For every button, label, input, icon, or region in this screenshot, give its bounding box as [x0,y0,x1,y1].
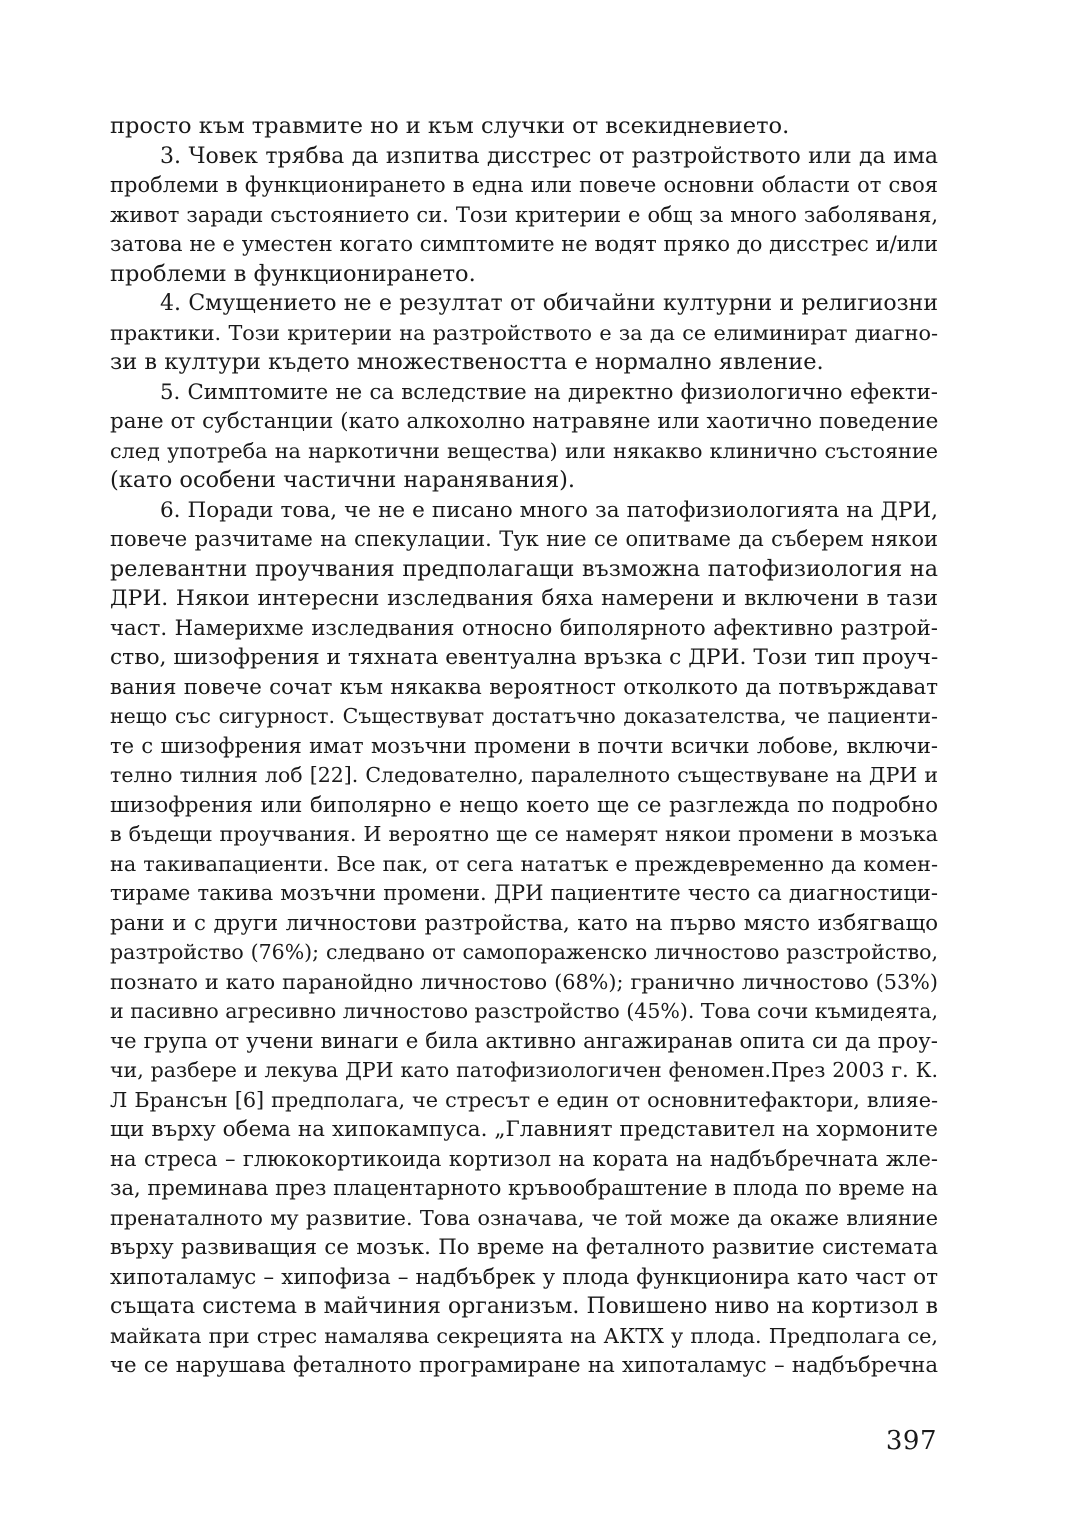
text-line: чи, разбере и лекува ДРИ като патофизиологичен феномен.През 2003 г. К. [110,1058,938,1082]
text-line: те с шизофрения имат мозъчни промени в почти всички лобове, включи- [110,733,938,758]
text-line: че се нарушава феталното програмиране на хипоталамус – надбъбречна [110,1353,938,1378]
paragraph-5-line: 5. Симптомите не са вследствие на директно физиологично ефекти- [160,379,938,405]
text-line: рани и с други личностови разтройства, като на първо място избягващо [110,910,938,936]
text-line: живот заради състоянието си. Този критерии е общ за много заболяваня, [110,202,938,227]
text-line: затова не е уместен когато симптомите не водят пряко до дисстрес и/или [110,232,938,256]
text-line: просто към травмите но и към случки от всекидневието. [110,113,790,139]
text-line: телно тилния лоб [22]. Следователно, паралелното съществуване на ДРИ и [110,763,938,787]
text-line: щи върху обема на хипокампуса. „Главният представител на хормоните [110,1117,938,1142]
text-line: нещо със сигурност. Съществуват достатъчно доказателства, че пациенти- [110,704,938,728]
text-line: проблеми в функционирането. [110,260,476,287]
text-line: разтройство (76%); следвано от самопораженско личностово разстройство, [110,940,938,964]
text-line: и пасивно агресивно личностово разстройство (45%). Това сочи къмидеята, [110,999,938,1023]
text-line: Л Брансън [6] предполага, че стресът е един от основнитефактори, влияе- [110,1087,938,1112]
text-line: същата система в майчиния организъм. Повишено ниво на кортизол в [110,1294,938,1319]
text-line: повече разчитаме на спекулации. Тук ние се опитваме да съберем някои [110,527,938,551]
text-line: ране от субстанции (като алкохолно натравяне или хаотично поведение [110,409,939,434]
text-line: върху развиващия се мозък. По време на феталното развитие системата [110,1235,938,1260]
text-line: зи в култури където множествеността е нормално явление. [110,349,824,375]
text-line: че група от учени винаги е била активно ангажиранав опита си да проу- [110,1028,938,1054]
text-line: ство, шизофрения и тяхната евентуална връзка с ДРИ. Този тип проуч- [110,645,939,670]
text-line: релевантни проучвания предполагащи възможна патофизиология на [110,555,938,582]
text-line: част. Намерихме изследвания относно биполярното афективно разтрой- [110,615,938,641]
text-line: майката при стрес намалява секрецията на АКТХ у плода. Предполага се, [110,1323,938,1348]
text-line: след употреба на наркотични вещества) или някакво клинично състояние [110,438,938,463]
text-line: шизофрения или биполярно е нещо което ще се разглежда по подробно [110,792,938,818]
text-line: (като особени частични наранявания). [110,467,576,493]
paragraph-4-line: 4. Смущението не е резултат от обичайни културни и религиозни [160,291,938,316]
text-line: на такивапациенти. Все пак, от сега нататък е преждевременно да комен- [110,851,938,876]
text-line: познато и като паранойдно личностово (68%); гранично личностово (53%) [110,969,938,994]
paragraph-3-line: 3. Човек трябва да изпитва дисстрес от разтройството или да има [160,143,938,169]
text-line: проблеми в функционирането в една или повече основни области от своя [110,173,938,197]
text-line: тираме такива мозъчни промени. ДРИ пациентите често са диагностици- [110,881,938,905]
page-number: 397 [885,1426,937,1456]
paragraph-6-line: 6. Поради това, че не е писано много за патофизиологията на ДРИ, [160,497,938,523]
text-line: вания повече сочат към някаква вероятност отколкото да потвърждават [110,674,938,700]
text-line: практики. Този критерии на разтройството е за да се елиминират диагно- [110,320,938,345]
page-body [110,112,938,1381]
text-line: ДРИ. Някои интересни изследвания бяха намерени и включени в тази [110,586,938,611]
text-line: пренаталното му развитие. Това означава, че той може да окаже влияние [110,1205,938,1230]
text-line: в бъдещи проучвания. И вероятно ще се намерят някои промени в мозъка [110,822,938,846]
text-line: на стреса – глюкокортикоида кортизол на кората на надбъбречната жле- [110,1146,938,1171]
text-line: за, преминава през плацентарното кръвообраштение в плода по време на [110,1176,938,1200]
text-line: хипоталамус – хипофиза – надбъбрек у плода функционира като част от [110,1264,938,1290]
